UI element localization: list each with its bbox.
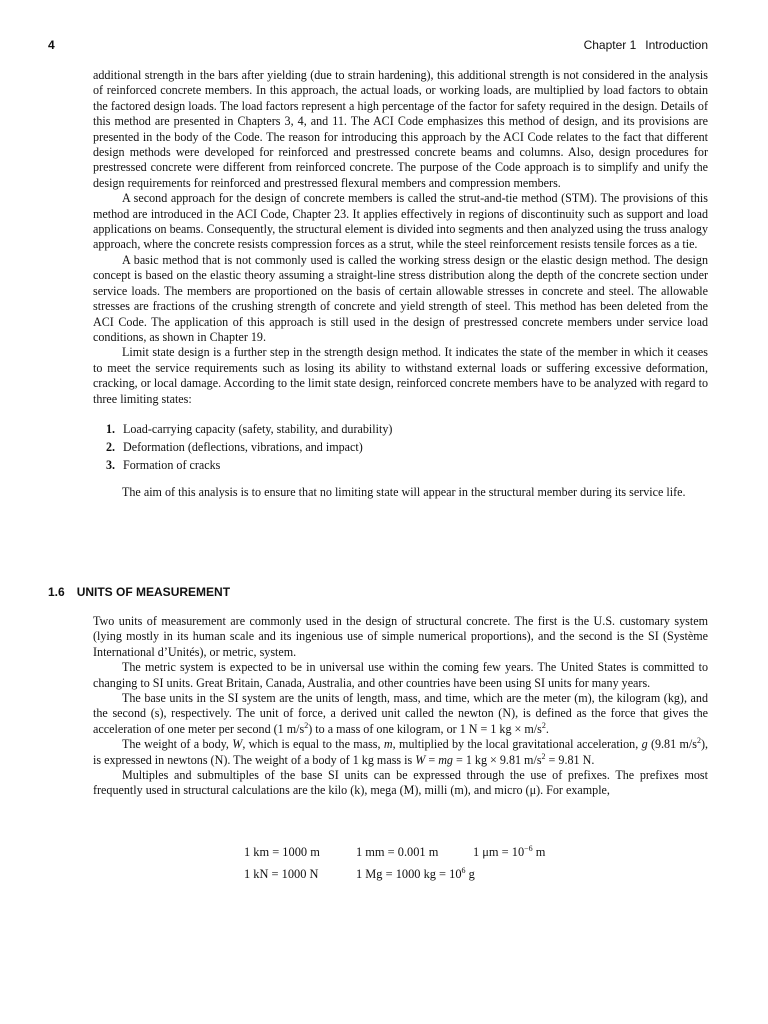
limit-states-list (106, 420, 708, 474)
superscript: −6 (524, 843, 533, 853)
superscript: 2 (696, 736, 701, 746)
equation-mm: 1 mm = 0.001 m (356, 845, 439, 859)
chapter-label: Chapter 1 (583, 38, 637, 52)
text-run: ) to a mass of one kilogram, or 1 N = 1 kg × m/s (308, 721, 542, 736)
list-text: Formation of cracks (123, 457, 221, 472)
chapter-heading (584, 38, 708, 52)
paragraph: Limit state design is a further step in the strength design method. It indicates the state of the member in which it ceases to meet the service requirements such as losing its ability to withstand external loads or suffering excessive deformation, cracking, or local damage. According to the limit state design, reinforced concrete members have to be analyzed with regard to three limiting states: (93, 345, 708, 406)
text-run: = 1 kg × 9.81 m/s (452, 752, 542, 767)
superscript: 2 (304, 720, 309, 730)
paragraph: Multiples and submultiples of the base SI units can be expressed through the use of prefixes. The prefixes most frequently used in structural calculations are the kilo (k), mega (M), milli (m), and micro (μ). For example, (93, 768, 708, 798)
paragraph: A second approach for the design of concrete members is called the strut-and-tie method (STM). The provisions of this method are introduced in the ACI Code, Chapter 23. It applies effectively in regions of discontinuity such as support and load applications on beams. Consequently, the structural element is divided into segments and then analyzed using the truss analogy approach, where the concrete resists compression forces as a strut, while the steel reinforcement resists tensile forces as a tie. (93, 191, 708, 252)
list-item (106, 420, 708, 438)
math-variable: W (415, 752, 426, 767)
text-run: ), is expressed in newtons (N). The weight of a body of 1 kg mass is (93, 737, 708, 767)
math-variable: mg (438, 752, 453, 767)
math-variable: g (641, 737, 648, 752)
equation-text: 1 Mg = 1000 kg = 10 (356, 867, 462, 881)
section-heading (48, 585, 230, 599)
equation-text: m (532, 845, 546, 859)
text-run: = 9.81 N. (545, 752, 595, 767)
list-item (106, 456, 708, 474)
paragraph: additional strength in the bars after yielding (due to strain hardening), this additional strength is not considered in the analysis of reinforced concrete members. In this approach, the actual loads, or working loads, are multiplied by load factors to obtain the factored design loads. The load factors represent a high percentage of the factor for safety required in the design. Details of this method are presented in Chapters 3, 4, and 11. The ACI Code emphasizes this method of design, and its provisions are presented in the body of the Code. The reason for introducing this approach by the ACI Code relates to the fact that different design methods were developed for reinforced and prestressed concrete beams and columns. Also, design procedures for prestressed concrete were different from reinforced concrete. The purpose of the Code approach is to simplify and unify the design requirements for reinforced and prestressed flexural members and compression members. (93, 68, 708, 190)
list-text: Load-carrying capacity (safety, stability, and durability) (123, 421, 393, 436)
superscript: 2 (541, 720, 546, 730)
math-variable: m (383, 737, 393, 752)
paragraph: A basic method that is not commonly used is called the working stress design or the elastic design method. The design concept is based on the elastic theory assuming a straight-line stress distribution along the depth of the concrete section under service loads. The members are proportioned on the basis of certain allowable stresses in concrete and steel. The allowable stresses are fractions of the crushing strength of concrete and yield strength of steel. This method has been deleted from the ACI Code. The application of this approach is still used in the design of prestressed concrete members under service load conditions, as shown in Chapter 19. (93, 252, 708, 344)
text-run: . (545, 721, 549, 736)
superscript: 6 (461, 865, 466, 875)
equation-text: 1 μm = 10 (473, 845, 525, 859)
running-header (48, 38, 708, 54)
list-item (106, 438, 708, 456)
chapter-title: Introduction (645, 38, 708, 52)
paragraph: The metric system is expected to be in universal use within the coming few years. The United States is committed to changing to SI units. Great Britain, Canada, Australia, and other countries have been using SI units for many years. (93, 660, 708, 690)
equation-um (473, 845, 545, 860)
list-number: 3. (106, 457, 116, 472)
math-variable: W (232, 737, 243, 752)
text-run: = (425, 752, 439, 767)
section-number: 1.6 (48, 585, 65, 599)
text-run: The weight of a body, (122, 737, 233, 752)
section-title: UNITS OF MEASUREMENT (76, 585, 231, 599)
list-number: 2. (106, 439, 116, 454)
list-text: Deformation (deflections, vibrations, and impact) (123, 439, 363, 454)
equation-text: g (465, 867, 475, 881)
paragraph: The aim of this analysis is to ensure that no limiting state will appear in the structural member during its service life. (122, 484, 686, 499)
text-run: The base units in the SI system are the units of length, mass, and time, which are the meter (m), the kilogram (kg), and the second (s), respectively. The unit of force, a derived unit called the newton (N), is defined as the force that gives the acceleration of one meter per second (1 m/s (93, 691, 708, 736)
paragraph (93, 691, 708, 737)
page-number: 4 (48, 38, 55, 52)
equation-km: 1 km = 1000 m (244, 845, 320, 859)
text-run: , multiplied by the local gravitational acceleration, (392, 737, 642, 752)
list-number: 1. (106, 421, 116, 436)
paragraph (93, 737, 708, 768)
equation-kn: 1 kN = 1000 N (244, 867, 319, 881)
text-block-design-methods (93, 68, 708, 500)
equation-mg (356, 867, 475, 882)
text-run: (9.81 m/s (647, 737, 697, 752)
paragraph: Two units of measurement are commonly used in the design of structural concrete. The first is the U.S. customary system (lying mostly in its human scale and its ingenious use of simple numerical proportions), and the second is the SI (Système International d’Unités), or metric, system. (93, 614, 708, 659)
text-block-units (93, 614, 708, 799)
text-run: , which is equal to the mass, (242, 737, 384, 752)
superscript: 2 (541, 751, 546, 761)
